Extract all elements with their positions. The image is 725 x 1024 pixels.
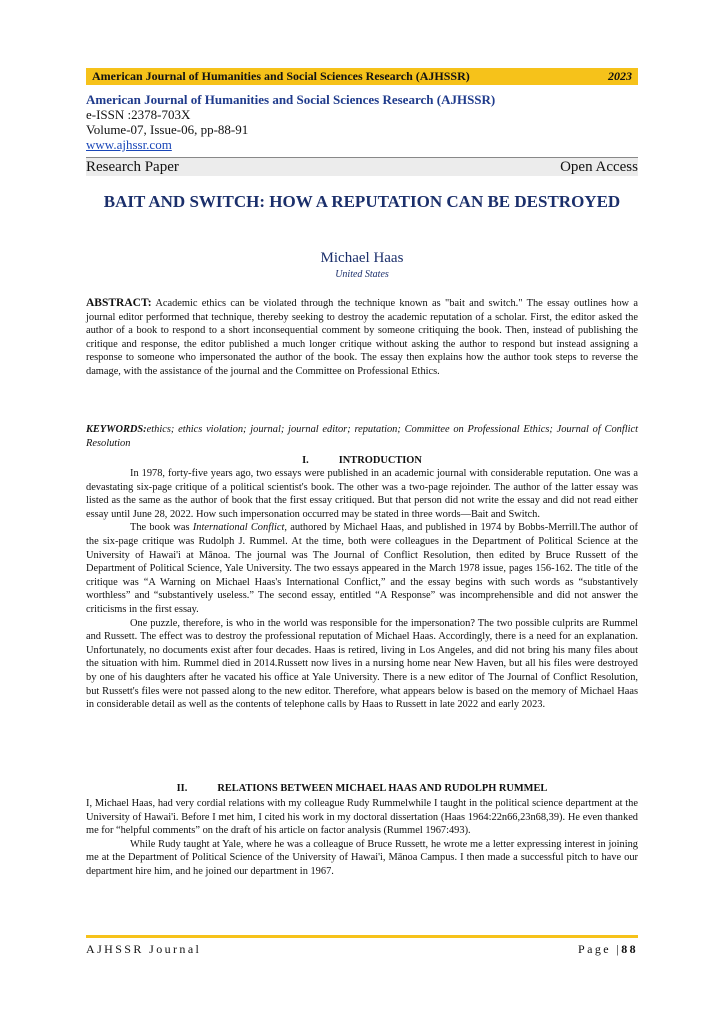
abstract-text: Academic ethics can be violated through the technique known as "bait and switch." The essay outlines how a journal editor performed that technique, thereby seeking to destroy the academic reputation of a scholar. First, the editor asked the author of a book to respond to a short inconsequential comment by someone critiquing the book. Then, instead of publishing the critique and response, the editor published a much longer critique without asking the author to respond but instead assigning a response to someone who impersonated the author of the book. The essay then explains how the author took steps to reverse the damage, with the assistance of the journal and the Committee on Professional Ethics. — [86, 298, 638, 377]
introduction-body — [86, 467, 638, 712]
footer-journal: AJHSSR Journal — [86, 942, 202, 956]
paragraph: While Rudy taught at Yale, where he was a colleague of Bruce Russett, he wrote me a letter expressing interest in joining me at the Department of Political Science of the University of Hawai'i, Mānoa Campus. I then made a successful pitch to have our department hire him, and he joined our department in 1967. — [86, 838, 638, 877]
keywords-label: KEYWORDS: — [86, 424, 147, 435]
header-journal-name: American Journal of Humanities and Social Sciences Research (AJHSSR) — [92, 69, 470, 83]
paper-type-bar — [86, 157, 638, 176]
section-title: INTRODUCTION — [338, 455, 422, 466]
paragraph: I, Michael Haas, had very cordial relations with my colleague Rudy Rummelwhile I taught in the political science department at the University of Hawai'i. Before I met him, I cited his work in my doctoral dissertation (Haas 1964:22n66,23n68,39). He even thanked me for “helpful comments” on the draft of his article on factor analysis (Rummel 1967:493). — [86, 798, 638, 837]
paragraph: One puzzle, therefore, is who in the world was responsible for the impersonation? The two possible culprits are Rummel and Russett. The effect was to destroy the professional reputation of Michael Haas. Accordingly, there is a need for an explanation. Unfortunately, no documents exist after four decades. Haas is retired, living in Los Angeles, and did not bring his many files about the situation with him. Rummel died in 2014.Russett now lives in a nursing home near New Haven, but all his files were destroyed by one of his daughters after he vacated his office at Yale University. There is a new editor of The Journal of Conflict Resolution, but Russett's files were not passed along to the new editor. Therefore, what appears below is based on the memory of Michael Haas in considerable detail as well as the contents of telephone calls by Haas to Russett in late 2022 and early 2023. — [86, 617, 638, 711]
section-heading-introduction — [86, 455, 638, 466]
paragraph — [86, 521, 638, 616]
journal-header-bar — [86, 68, 638, 85]
paragraph-text: The book was — [130, 522, 193, 534]
page-footer — [86, 942, 638, 957]
page-indicator — [578, 942, 638, 957]
keywords — [86, 423, 638, 450]
author-name: Michael Haas — [320, 250, 404, 266]
section-number: I. — [302, 455, 309, 466]
paragraph: In 1978, forty-five years ago, two essays were published in an academic journal with considerable reputation. One was a devastating six-page critique of a political scientist's book. The other was a two-page rejoinder. The author of the latter essay was listed as the same as the author of book that the first essay critiqued. But that person did not write the essay and did not read either essay until June 28, 2022. How such impersonation occurred may be stated in three words—Bait and Switch. — [86, 468, 638, 520]
website-link[interactable]: www.ajhssr.com — [86, 137, 172, 152]
volume-issue: Volume-07, Issue-06, pp-88-91 — [86, 122, 249, 137]
paper-type-label: Research Paper — [86, 158, 179, 175]
book-title: International Conflict — [192, 522, 285, 534]
paper-title: BAIT AND SWITCH: HOW A REPUTATION CAN BE DESTROYED — [103, 192, 621, 211]
page-label: Page | — [578, 942, 622, 956]
keywords-text: ethics; ethics violation; journal; journal editor; reputation; Committee on Professional Ethics; Journal of Conflict Resolution — [86, 424, 638, 449]
issn: e-ISSN :2378-703X — [86, 107, 191, 122]
journal-info-block — [86, 92, 638, 152]
abstract — [86, 297, 638, 379]
paragraph-text: , authored by Michael Haas, and published in 1974 by Bobbs-Merrill.The author of the six-page critique was Rudolph J. Rummel. At the time, both were colleagues in the Department of Political Science at the University of Hawai'i at Mānoa. The journal was The Journal of Conflict Resolution, then edited by Bruce Russett of the Department of Political Science, Yale University. The two essays appeared in the March 1978 issue, pages 156-162. The title of the critique was “A Warning on Michael Haas's International Conflict,” and the essay begins with such words as “substantively worthless” and “substantively useless.” The second essay, entitled “A Response” was incomprehensible and did not answer the criticisms in the first essay. — [86, 522, 639, 615]
header-year: 2023 — [608, 69, 632, 83]
section-title: RELATIONS BETWEEN MICHAEL HAAS AND RUDOLPH RUMMEL — [217, 783, 548, 794]
page-number: 88 — [621, 942, 638, 956]
journal-name: American Journal of Humanities and Social Sciences Research (AJHSSR) — [86, 92, 496, 107]
footer-rule — [86, 935, 638, 938]
access-type-label: Open Access — [560, 158, 638, 175]
section-heading-relations — [86, 783, 638, 794]
section-number: II. — [176, 783, 188, 794]
abstract-label: ABSTRACT: — [86, 297, 152, 309]
author-affiliation: United States — [335, 269, 389, 280]
relations-body — [86, 797, 638, 879]
